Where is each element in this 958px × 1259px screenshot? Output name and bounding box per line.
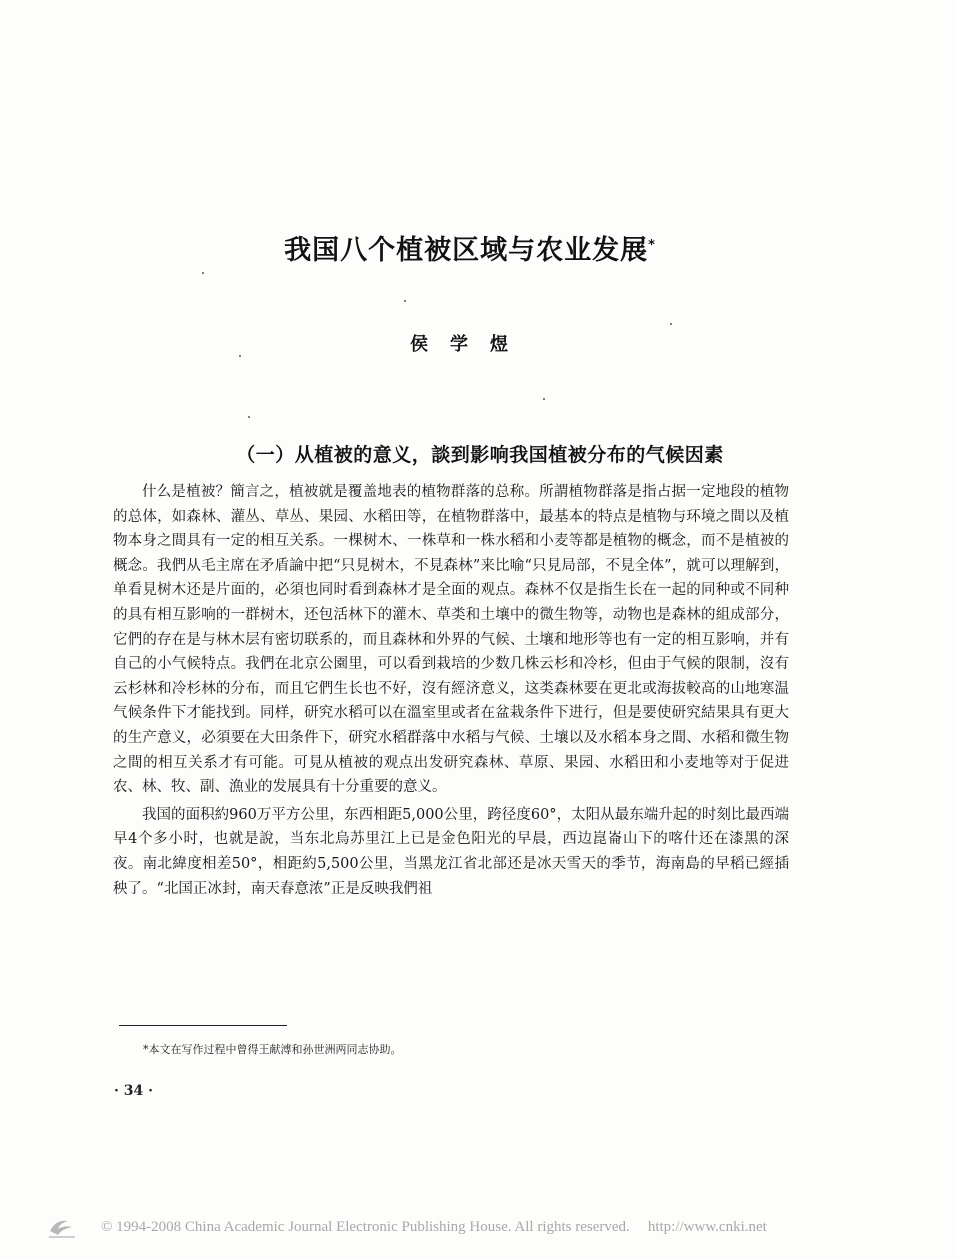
title-text: 我国八个植被区域与农业发展	[284, 235, 649, 266]
scan-speck	[239, 355, 241, 357]
footnote-divider	[119, 1025, 287, 1026]
copyright-footer	[101, 1219, 941, 1236]
section-heading: （一）从植被的意义，談到影响我国植被分布的气候因素	[236, 444, 724, 466]
article-title	[120, 228, 820, 267]
paragraph: 什么是植被？簡言之，植被就是覆盖地表的植物群落的总称。所謂植物群落是指占据一定地段的植物的总体，如森林、灌丛、草丛、果园、水稻田等，在植物群落中，最基本的特点是植物与环境之間以及植物本身之間具有一定的相互关系。一棵树木、一株草和一株水稻和小麦等都是植物的概念，而不是植被的概念。我們从毛主席在矛盾論中把“只見树木，不見森林”来比喻“只見局部，不見全体”，就可以理解到，单看見树木还是片面的，必須也同时看到森林才是全面的观点。森林不仅是指生长在一起的同种或不同种的具有相互影响的一群树木，还包活林下的灌木、草类和土壤中的微生物等，动物也是森林的組成部分，它們的存在是与林木层有密切联系的，而且森林和外界的气候、土壤和地形等也有一定的相互影响，并有自己的小气候特点。我們在北京公園里，可以看到栽培的少数几株云杉和冷杉，但由于气候的限制，沒有云杉林和冷杉林的分布，而且它們生长也不好，沒有經济意义，这类森林要在更北或海拔較高的山地寒温气候条件下才能找到。同样，研究水稻可以在溫室里或者在盆栽条件下进行，但是要使研究結果具有更大的生产意义，必須要在大田条件下，研究水稻群落中水稻与气候、土壤以及水稻本身之間、水稻和微生物之間的相互关系才有可能。可見从植被的观点出发研究森林、草原、果园、水稻田和小麦地等对于促进农、林、牧、副、漁业的发展具有十分重要的意义。	[113, 484, 789, 796]
body-text	[113, 480, 789, 904]
scan-speck	[404, 300, 406, 302]
scan-speck	[670, 323, 672, 325]
cnki-logo-icon	[46, 1213, 78, 1241]
scan-speck	[248, 416, 250, 418]
title-footnote-mark: *	[648, 238, 656, 253]
cnki-link[interactable]: http://www.cnki.net	[647, 1219, 767, 1235]
copyright-text: © 1994-2008 China Academic Journal Electronic Publishing House. All rights reserved.	[101, 1219, 630, 1235]
paragraph: 我国的面积約960万平方公里，东西相距5,000公里，跨径度60°，太阳从最东端升起的时刻比最西端早4个多小时，也就是說，当东北烏苏里江上已是金色阳光的早晨，西边崑崙山下的喀什还在漆黑的深夜。南北緯度相差50°，相距約5,500公里，当黑龙江省北部还是冰天雪天的季节，海南島的早稻已經插秧了。“北国正冰封，南天春意浓”正是反映我們祖	[113, 806, 789, 897]
scan-speck	[543, 398, 545, 400]
scan-speck	[202, 272, 204, 274]
page-number: · 34 ·	[114, 1083, 153, 1099]
author-name: 侯学煜	[410, 334, 530, 355]
footnote: *本文在写作过程中曾得王献溥和孙世洲两同志协助。	[143, 1043, 402, 1056]
